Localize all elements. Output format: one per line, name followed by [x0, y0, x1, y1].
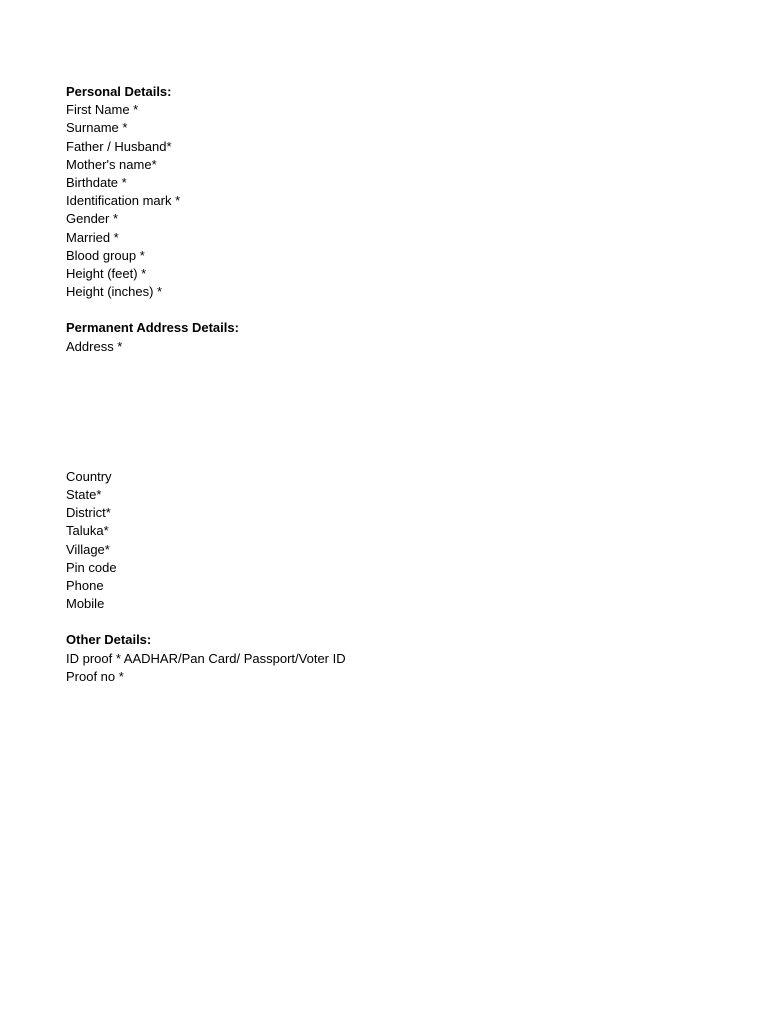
field-height-inches: Height (inches) * [66, 284, 163, 300]
field-district: District* [66, 505, 111, 521]
field-taluka: Taluka* [66, 523, 109, 539]
field-mobile: Mobile [66, 596, 105, 612]
address-blank-space [66, 356, 706, 468]
field-phone: Phone [66, 578, 104, 594]
permanent-address-heading: Permanent Address Details: [66, 320, 239, 336]
field-village: Village* [66, 541, 110, 557]
field-country: Country [66, 468, 112, 484]
field-mothers-name: Mother's name* [66, 156, 157, 172]
field-married: Married * [66, 229, 119, 245]
field-state: State* [66, 487, 102, 503]
field-proof-no: Proof no * [66, 668, 124, 684]
field-surname: Surname * [66, 120, 128, 136]
other-details-heading: Other Details: [66, 632, 152, 648]
form-text-block [66, 83, 706, 686]
personal-details-heading: Personal Details: [66, 84, 172, 99]
field-id-proof: ID proof * AADHAR/Pan Card/ Passport/Voter ID [66, 650, 346, 666]
field-blood-group: Blood group * [66, 247, 145, 263]
field-first-name: First Name * [66, 102, 139, 118]
section-spacer [66, 613, 706, 631]
field-gender: Gender * [66, 211, 119, 227]
field-father-husband: Father / Husband* [66, 138, 172, 154]
field-address: Address * [66, 338, 123, 354]
section-spacer [66, 301, 706, 319]
field-birthdate: Birthdate * [66, 175, 127, 191]
field-height-feet: Height (feet) * [66, 266, 147, 282]
field-identification-mark: Identification mark * [66, 193, 181, 209]
field-pin-code: Pin code [66, 559, 117, 575]
